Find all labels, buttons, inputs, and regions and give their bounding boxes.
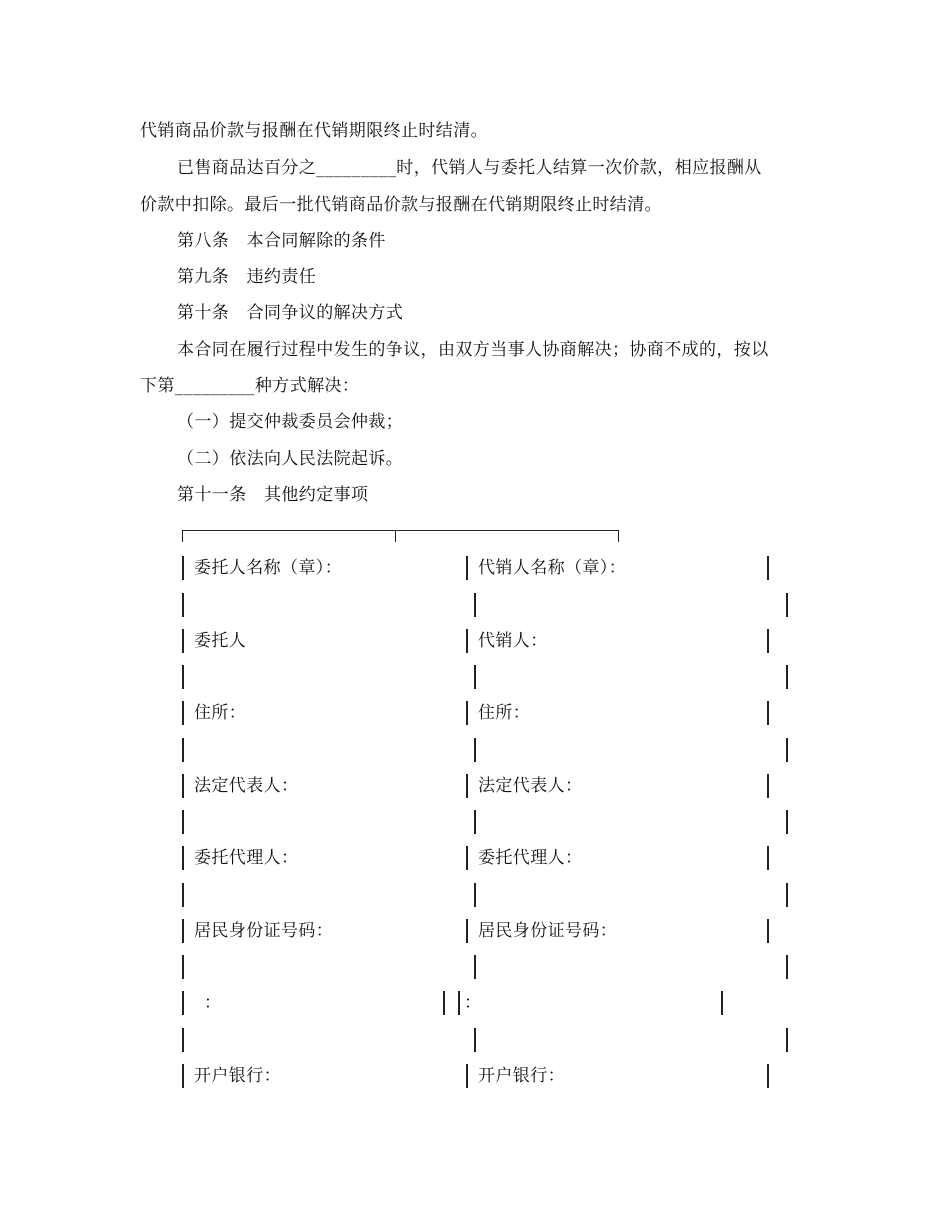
spacer-border	[786, 738, 788, 762]
consignor-id-number-label: 居民身份证号码：	[194, 921, 334, 941]
consignee-agent-label: 委托代理人：	[478, 848, 583, 868]
row-border	[182, 991, 184, 1015]
consignor-address-label: 住所：	[194, 703, 247, 723]
row-border	[182, 846, 184, 870]
spacer-border	[182, 1028, 184, 1052]
consignee-bank-label: 开户银行：	[478, 1066, 565, 1086]
row-border	[721, 991, 723, 1015]
table-top-border	[182, 530, 619, 531]
spacer-border	[474, 593, 476, 617]
row-border	[466, 1064, 468, 1088]
paragraph-partial-settlement-line2: 价款中扣除。最后一批代销商品价款与报酬在代销期限终止时结清。	[140, 195, 662, 215]
paragraph-settlement-end: 代销商品价款与报酬在代销期限终止时结清。	[140, 121, 488, 141]
row-border	[182, 919, 184, 943]
option-court: （二）依法向人民法院起诉。	[177, 449, 404, 469]
consignor-agent-label: 委托代理人：	[194, 848, 299, 868]
row-border	[466, 774, 468, 798]
spacer-border	[474, 810, 476, 834]
spacer-border	[786, 955, 788, 979]
row-border	[182, 629, 184, 653]
spacer-border	[182, 883, 184, 907]
spacer-border	[474, 955, 476, 979]
spacer-border	[474, 1028, 476, 1052]
row-border	[767, 556, 769, 580]
spacer-border	[182, 955, 184, 979]
paragraph-dispute-line2: 下第_________种方式解决：	[140, 376, 360, 396]
article-8-heading: 第八条 本合同解除的条件	[177, 231, 386, 251]
paragraph-partial-settlement-line1: 已售商品达百分之_________时，代销人与委托人结算一次价款，相应报酬从	[177, 158, 762, 178]
consignor-legal-rep-label: 法定代表人：	[194, 776, 299, 796]
consignee-unlabeled-field: ：	[464, 993, 482, 1013]
row-border	[182, 774, 184, 798]
option-arbitration: （一）提交仲裁委员会仲裁；	[177, 412, 404, 432]
table-top-tick-right	[618, 530, 619, 542]
row-border	[767, 846, 769, 870]
paragraph-dispute-line1: 本合同在履行过程中发生的争议，由双方当事人协商解决；协商不成的，按以	[177, 340, 769, 360]
row-border	[767, 1064, 769, 1088]
spacer-border	[474, 883, 476, 907]
row-border	[466, 846, 468, 870]
spacer-border	[182, 593, 184, 617]
article-9-heading: 第九条 违约责任	[177, 267, 317, 287]
table-top-tick-left	[182, 530, 183, 542]
spacer-border	[182, 738, 184, 762]
consignor-name-label: 委托人名称（章）：	[194, 558, 343, 578]
spacer-border	[786, 593, 788, 617]
consignee-address-label: 住所：	[478, 703, 531, 723]
consignor-unlabeled-field: ：	[204, 993, 222, 1013]
row-border	[466, 701, 468, 725]
spacer-border	[786, 1028, 788, 1052]
row-border	[767, 919, 769, 943]
row-border	[443, 991, 445, 1015]
row-border	[458, 991, 460, 1015]
row-border	[767, 701, 769, 725]
consignee-id-number-label: 居民身份证号码：	[478, 921, 618, 941]
row-border	[767, 629, 769, 653]
row-border	[466, 629, 468, 653]
spacer-border	[786, 665, 788, 689]
spacer-border	[474, 738, 476, 762]
row-border	[767, 774, 769, 798]
spacer-border	[182, 665, 184, 689]
row-border	[182, 701, 184, 725]
article-10-heading: 第十条 合同争议的解决方式	[177, 303, 404, 323]
article-11-heading: 第十一条 其他约定事项	[177, 485, 369, 505]
spacer-border	[474, 665, 476, 689]
consignee-name-label: 代销人名称（章）：	[478, 558, 627, 578]
spacer-border	[786, 810, 788, 834]
consignee-legal-rep-label: 法定代表人：	[478, 776, 583, 796]
consignee-label: 代销人：	[478, 631, 548, 651]
row-border	[466, 919, 468, 943]
consignor-label: 委托人	[194, 631, 247, 651]
row-border	[466, 556, 468, 580]
spacer-border	[182, 810, 184, 834]
spacer-border	[786, 883, 788, 907]
consignor-bank-label: 开户银行：	[194, 1066, 281, 1086]
row-border	[182, 556, 184, 580]
row-border	[182, 1064, 184, 1088]
table-top-tick-middle	[395, 530, 396, 542]
